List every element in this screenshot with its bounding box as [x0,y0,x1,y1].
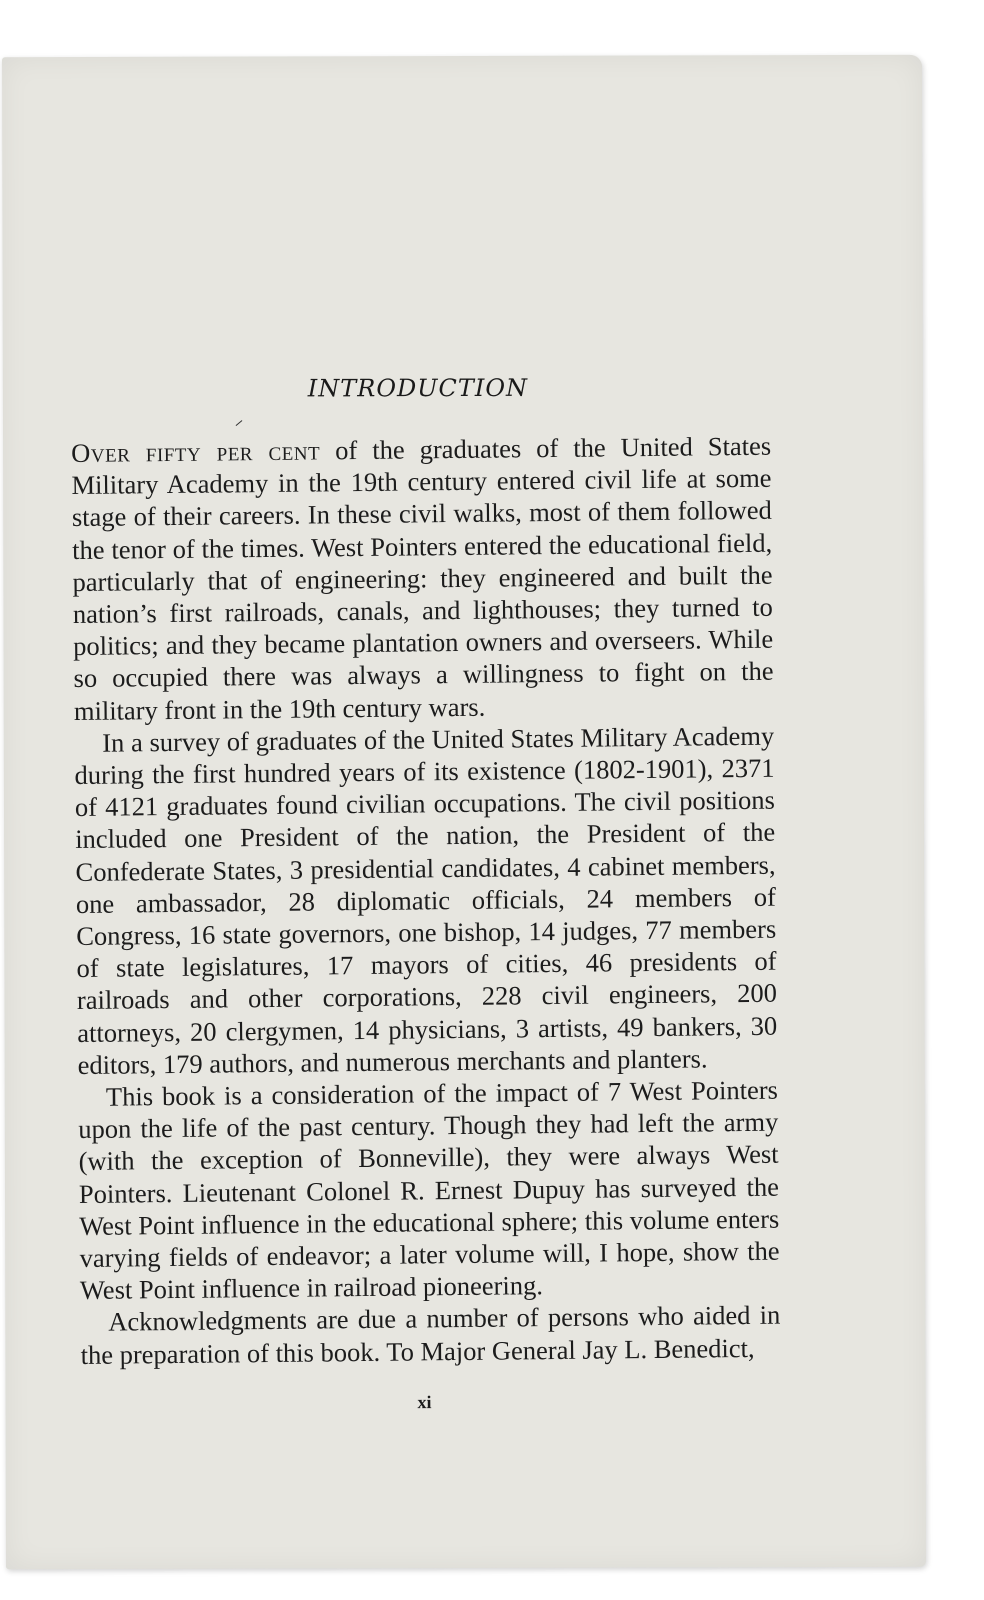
opening-small-caps: Over fifty per cent [71,435,321,469]
book-page [2,55,926,1569]
paragraph-3: This book is a consideration of the impact of 7 West Pointers upon the life of the past century. Though they had left the army (with the exception of Bonneville), they were always West Pointers. Lieutenant Colonel R. Ernest Dupuy has surveyed the West Point influence in the educational sphere; this volume enters varying fields of endeavor; a later volume will, I hope, show the West Point influence in railroad pioneering. [78,1074,780,1306]
chapter-heading: INTRODUCTION [307,373,529,403]
page-number: xi [417,1392,432,1413]
paragraph-2: In a survey of graduates of the United States Military Academy during the first hundred years of its existence (1802-1901), 2371 of 4121 graduates found civilian occupations. The civil positions included one President of the nation, the President of the Confederate States, 3 presidential candidates, 4 cabinet members, one ambassador, 28 diplomatic officials, 24 members of Congress, 16 state governors, one bishop, 14 judges, 77 members of state legislatures, 17 mayors of cities, 46 presidents of railroads and other corporations, 228 civil engineers, 200 attorneys, 20 clergymen, 14 physicians, 3 artists, 49 bankers, 30 editors, 179 authors, and numerous merchants and planters. [74,720,778,1080]
body-text [71,430,781,1371]
paragraph-1-text: of the graduates of the United States Military Academy in the 19th century entered civil life at some stage of their careers. In these civil walks, most of them followed the tenor of the times. West Pointers entered the educational field, particularly that of engineering: they engineered and built the nation’s first railroads, canals, and lighthouses; they turned to politics; and they became plantation owners and overseers. While so occupied there was always a willingness to fight on the military front in the 19th century wars. [71,430,774,726]
paragraph-4: Acknowledgments are due a number of persons who aided in the preparation of this book. To Major General Jay L. Benedict, [80,1300,781,1370]
pencil-mark [236,420,243,426]
paragraph-1 [71,430,774,727]
